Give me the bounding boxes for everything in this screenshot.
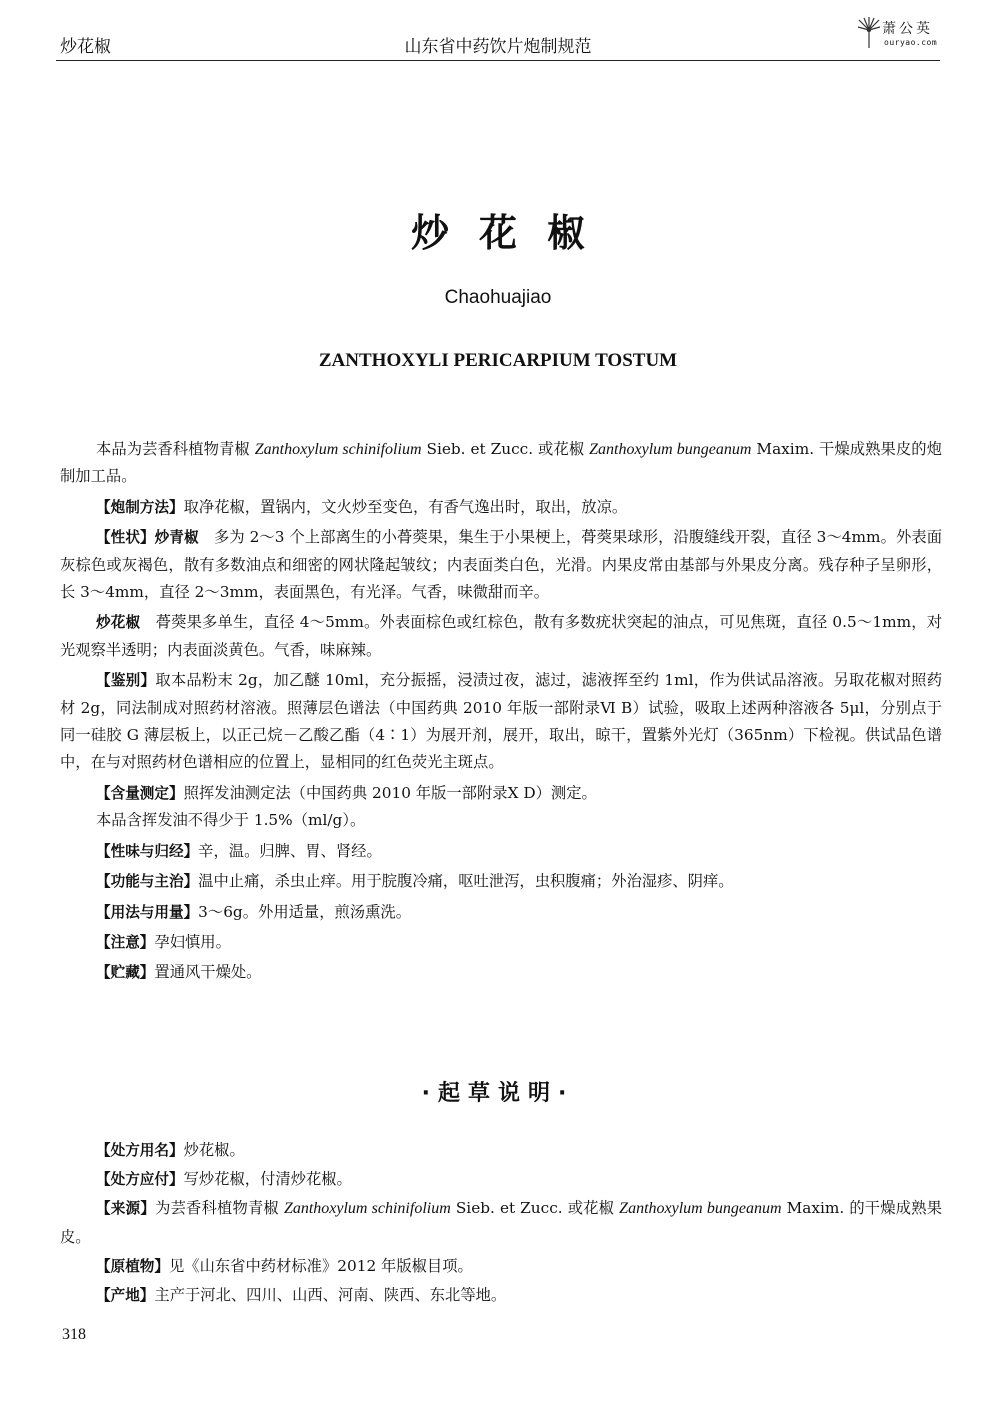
assay-label: 【含量测定】 [96,784,184,802]
header-book-title: 山东省中药饮片炮制规范 [404,37,592,57]
traits-sub-label-2: 炒花椒 [96,614,141,632]
nature-label: 【性味与归经】 [96,842,199,860]
notes-species-name-1: Zanthoxylum schinifolium [283,1200,451,1217]
traits-text-1: 多为 2～3 个上部离生的小蓇葖果，集生于小果梗上，蓇葖果球形，沿腹缝线开裂，直径 3～4mm。外表面灰棕色或灰褐色，散有多数油点和细密的网状隆起皱纹；内表面类白色，光滑。内果皮常由基部与外果皮分离。残存种子呈卵形，长 3～4mm，直径 2～3mm，表面黑色，有光泽。气香，味微甜而辛。 [60,528,942,602]
nature-paragraph [60,838,942,865]
caution-label: 【注意】 [96,933,155,951]
header-divider [56,60,940,61]
notes-name-label: 【处方用名】 [96,1142,184,1159]
notes-name-paragraph [60,1136,942,1165]
page-header [0,0,996,68]
header-left-title: 炒花椒 [60,37,111,57]
intro-text-2: Sieb. et Zucc. 或花椒 [421,440,590,458]
storage-label: 【贮藏】 [96,964,155,982]
identify-paragraph [60,667,942,777]
function-paragraph [60,868,942,895]
notes-species-name-2: Zanthoxylum bungeanum [619,1200,782,1217]
latin-title: ZANTHOXYLI PERICARPIUM TOSTUM [318,350,678,371]
traits-text-2: 蓇葖果多单生，直径 4～5mm。外表面棕色或红棕色，散有多数疣状突起的油点，可见焦斑，直径 0.5～1mm，对光观察半透明；内表面淡黄色。气香，味麻辣。 [60,613,942,659]
method-label: 【炮制方法】 [96,498,184,516]
caution-text: 孕妇慎用。 [154,932,231,951]
usage-paragraph [60,899,942,926]
usage-text: 3～6g。外用适量，煎汤熏洗。 [198,902,411,921]
notes-source-text-3: Maxim. 的干燥成熟果皮。 [60,1199,942,1246]
notes-source-label: 【来源】 [96,1200,156,1217]
traits-paragraph-2 [60,609,942,664]
dandelion-logo-icon [856,16,882,50]
storage-paragraph [60,959,942,986]
function-text: 温中止痛，杀虫止痒。用于脘腹冷痛，呕吐泄泻，虫积腹痛；外治湿疹、阴痒。 [198,872,734,891]
notes-plant-label: 【原植物】 [96,1258,169,1275]
nature-text: 辛，温。归脾、胃、肾经。 [198,841,382,860]
assay-limit-paragraph [60,807,942,834]
usage-label: 【用法与用量】 [96,903,199,921]
identify-label: 【鉴别】 [96,672,156,690]
drafting-notes-body [60,1136,942,1310]
identify-text: 取本品粉末 2g，加乙醚 10ml，充分振摇，浸渍过夜，滤过，滤液挥至约 1ml，作为供试品溶液。另取花椒对照药材 2g，同法制成对照药材溶液。照薄层色谱法（中国药典 2010 年版一部附录Ⅵ B）试验，吸取上述两种溶液各 5μl，分别点于同一硅胶 G 薄层板上，以正己烷－乙酸乙酯（4∶1）为展开剂，展开，取出，晾干，置紫外光灯（365nm）下检视。供试品色谱中，在与对照药材色谱相应的位置上，显相同的红色荧光主斑点。 [60,671,942,772]
notes-plant-paragraph [60,1252,942,1281]
storage-text: 置通风干燥处。 [154,963,262,982]
notes-plant-text: 见《山东省中药材标准》2012 年版椒目项。 [168,1257,473,1275]
intro-paragraph [60,436,942,491]
monograph-body [60,436,942,987]
assay-text: 照挥发油测定法（中国药典 2010 年版一部附录Ⅹ D）测定。 [183,783,597,802]
caution-paragraph [60,929,942,956]
notes-source-text-2: Sieb. et Zucc. 或花椒 [450,1199,620,1217]
traits-sub-label-1: 炒青椒 [154,529,199,547]
notes-source-text-1: 为芸香科植物青椒 [155,1199,284,1217]
logo-url: ouryao.com [884,38,938,47]
traits-label: 【性状】 [96,529,155,547]
page-number: 318 [62,1326,86,1343]
function-label: 【功能与主治】 [96,873,199,891]
traits-paragraph [60,524,942,606]
notes-origin-paragraph [60,1281,942,1310]
logo-text: 萧公英 [882,21,933,37]
intro-text-1: 本品为芸香科植物青椒 [96,440,255,458]
notes-name-text: 炒花椒。 [183,1141,245,1159]
pinyin-title: Chaohuajiao [444,287,552,308]
species-name-1: Zanthoxylum schinifolium [254,441,422,458]
species-name-2: Zanthoxylum bungeanum [589,441,752,458]
notes-source-paragraph [60,1194,942,1252]
notes-dispense-paragraph [60,1165,942,1194]
drafting-notes-title: ·起草说明· [421,1081,575,1106]
notes-origin-text: 主产于河北、四川、山西、河南、陕西、东北等地。 [154,1286,507,1304]
site-logo [856,16,946,54]
intro-text-3: Maxim. 干燥成熟果皮的炮制加工品。 [60,440,942,486]
page-title: 炒花椒 [410,211,615,255]
notes-origin-label: 【产地】 [96,1287,155,1304]
notes-dispense-label: 【处方应付】 [96,1171,184,1188]
assay-paragraph [60,780,942,807]
assay-limit-text: 本品含挥发油不得少于 1.5%（ml/g）。 [96,811,366,830]
method-text: 取净花椒，置锅内，文火炒至变色，有香气逸出时，取出，放凉。 [183,497,628,516]
notes-dispense-text: 写炒花椒，付清炒花椒。 [183,1170,352,1188]
method-paragraph [60,494,942,521]
